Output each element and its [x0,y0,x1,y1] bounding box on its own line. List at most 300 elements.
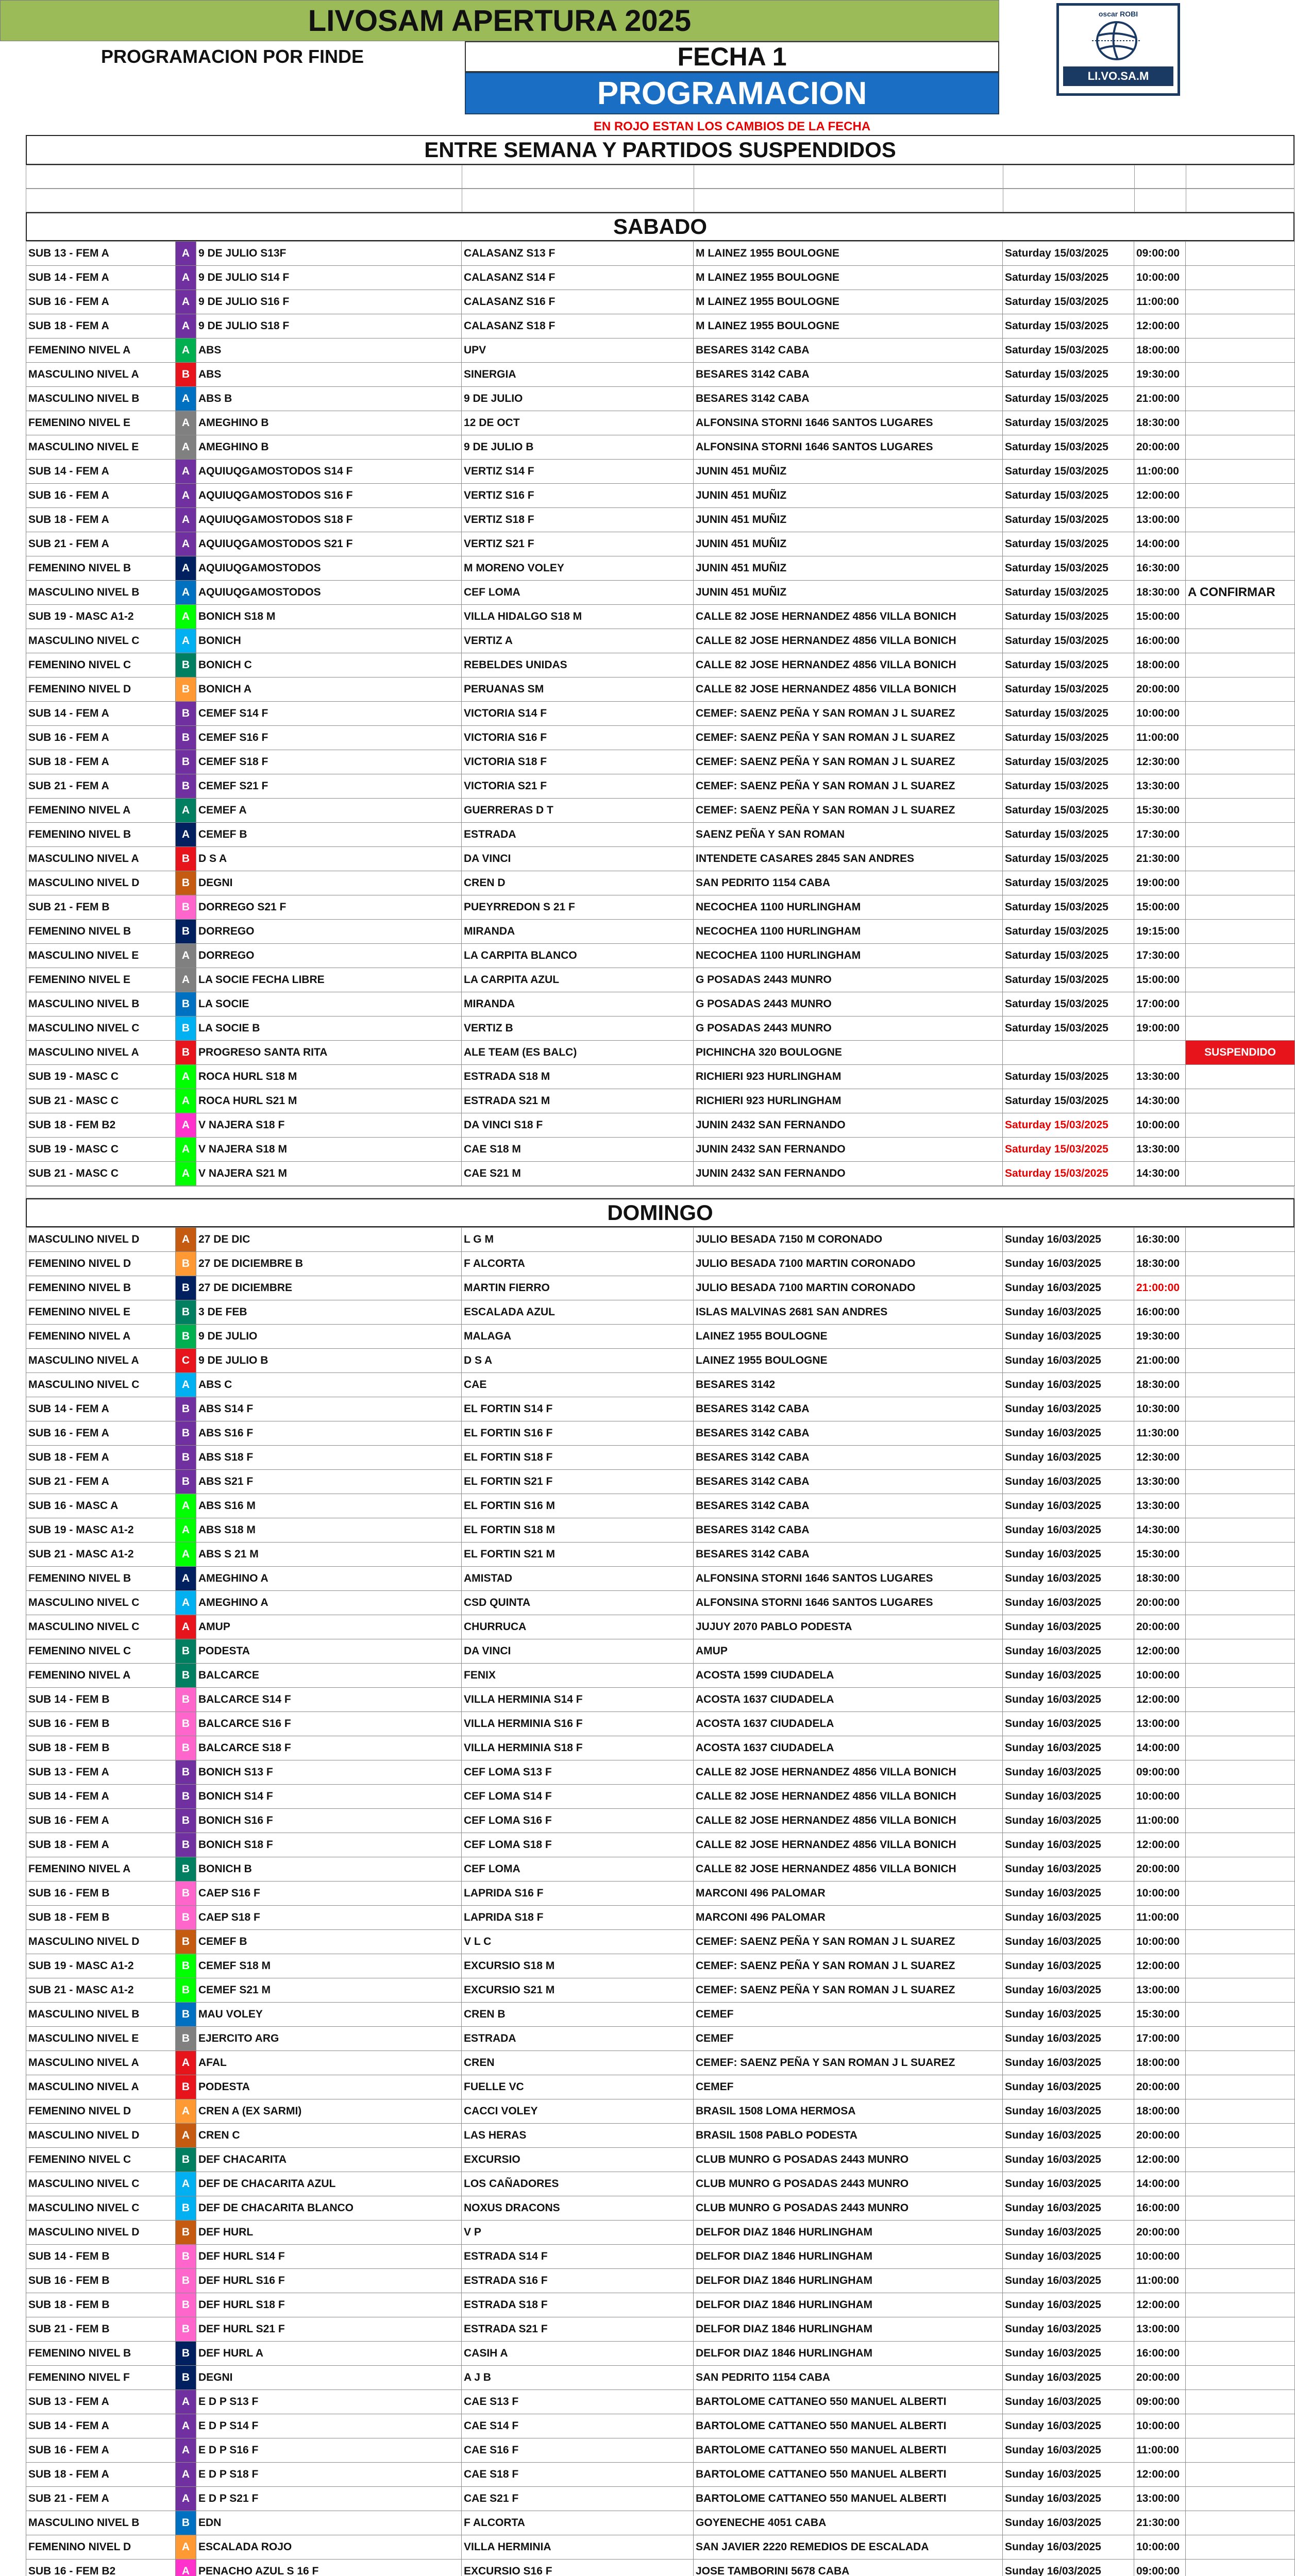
away-team-cell: EL FORTIN S18 F [462,1446,694,1470]
status-cell [1186,774,1295,799]
away-team-cell: ESTRADA [462,2027,694,2051]
status-cell [1186,1857,1295,1882]
date-cell: Sunday 16/03/2025 [1003,2463,1134,2487]
home-team-cell: DORREGO [196,920,462,944]
away-team-cell: A J B [462,2366,694,2390]
away-team-cell: VILLA HIDALGO S18 M [462,605,694,629]
table-row [26,1906,1295,1930]
category-cell: MASCULINO NIVEL A [26,1041,176,1065]
time-cell: 12:30:00 [1134,750,1186,774]
venue-cell: NECOCHEA 1100 HURLINGHAM [694,895,1003,920]
status-cell [1186,1276,1295,1300]
home-team-cell: LA SOCIE FECHA LIBRE [196,968,462,992]
venue-cell: JUNIN 2432 SAN FERNANDO [694,1138,1003,1162]
date-cell: Sunday 16/03/2025 [1003,2245,1134,2269]
home-team-cell: AMEGHINO B [196,411,462,435]
status-cell [1186,605,1295,629]
away-team-cell: VERTIZ S18 F [462,508,694,532]
level-cell: B [176,2342,196,2366]
away-team-cell: VICTORIA S14 F [462,702,694,726]
away-team-cell: MALAGA [462,1325,694,1349]
category-cell: SUB 14 - FEM A [26,1785,176,1809]
table-row [26,2051,1295,2075]
home-team-cell: AQUIUQGAMOSTODOS [196,556,462,581]
date-cell: Sunday 16/03/2025 [1003,1300,1134,1325]
time-cell: 10:00:00 [1134,1785,1186,1809]
logo-text: LI.VO.SA.M [1063,66,1173,86]
level-cell: B [176,750,196,774]
date-cell: Saturday 15/03/2025 [1003,774,1134,799]
time-cell: 12:00:00 [1134,1954,1186,1978]
date-cell: Sunday 16/03/2025 [1003,2342,1134,2366]
venue-cell: CLUB MUNRO G POSADAS 2443 MUNRO [694,2172,1003,2196]
home-team-cell: AMEGHINO A [196,1567,462,1591]
category-cell: SUB 14 - FEM B [26,2245,176,2269]
time-cell: 18:30:00 [1134,1373,1186,1397]
date-cell: Saturday 15/03/2025 [1003,387,1134,411]
level-cell: B [176,895,196,920]
status-cell [1186,1446,1295,1470]
time-cell: 13:30:00 [1134,774,1186,799]
time-cell [1134,1041,1186,1065]
away-team-cell: ESTRADA S21 M [462,1089,694,1113]
status-cell [1186,532,1295,556]
table-row [26,338,1295,363]
date-cell: Sunday 16/03/2025 [1003,1470,1134,1494]
home-team-cell: CREN A (EX SARMI) [196,2099,462,2124]
date-cell: Sunday 16/03/2025 [1003,2269,1134,2293]
time-cell: 12:00:00 [1134,1639,1186,1664]
status-cell [1186,484,1295,508]
level-cell: A [176,484,196,508]
category-cell: MASCULINO NIVEL D [26,2124,176,2148]
status-cell [1186,508,1295,532]
blank-row [26,189,1294,212]
level-cell: A [176,1089,196,1113]
blank-row [26,165,1294,189]
table-row [26,242,1295,266]
status-cell [1186,314,1295,338]
time-cell: 13:30:00 [1134,1494,1186,1518]
level-cell: A [176,1615,196,1639]
home-team-cell: EDN [196,2511,462,2535]
level-cell: A [176,2463,196,2487]
status-cell [1186,726,1295,750]
date-cell: Saturday 15/03/2025 [1003,1138,1134,1162]
level-cell: B [176,2366,196,2390]
time-cell: 21:00:00 [1134,1276,1186,1300]
level-cell: A [176,1494,196,1518]
time-cell: 09:00:00 [1134,2560,1186,2576]
home-team-cell: 9 DE JULIO B [196,1349,462,1373]
status-cell [1186,1736,1295,1760]
home-team-cell: DEF HURL [196,2221,462,2245]
category-cell: MASCULINO NIVEL A [26,847,176,871]
away-team-cell: CEF LOMA [462,1857,694,1882]
level-cell: B [176,1930,196,1954]
away-team-cell: MARTIN FIERRO [462,1276,694,1300]
venue-cell: BRASIL 1508 LOMA HERMOSA [694,2099,1003,2124]
date-cell: Saturday 15/03/2025 [1003,920,1134,944]
status-cell [1186,1228,1295,1252]
level-cell: B [176,1736,196,1760]
home-team-cell: ABS [196,363,462,387]
away-team-cell: CACCI VOLEY [462,2099,694,2124]
away-team-cell: LAPRIDA S18 F [462,1906,694,1930]
date-cell: Sunday 16/03/2025 [1003,1930,1134,1954]
category-cell: SUB 21 - MASC C [26,1089,176,1113]
category-cell: SUB 14 - FEM A [26,2414,176,2438]
time-cell: 14:30:00 [1134,1518,1186,1543]
date-cell: Saturday 15/03/2025 [1003,726,1134,750]
level-cell: B [176,1978,196,2003]
category-cell: SUB 18 - FEM B [26,2293,176,2317]
table-row [26,1089,1295,1113]
venue-cell: BARTOLOME CATTANEO 550 MANUEL ALBERTI [694,2487,1003,2511]
home-team-cell: DEF HURL S14 F [196,2245,462,2269]
category-cell: SUB 14 - FEM A [26,460,176,484]
page-title: LIVOSAM APERTURA 2025 [0,0,999,41]
level-cell: B [176,1688,196,1712]
time-cell: 20:00:00 [1134,435,1186,460]
category-cell: SUB 21 - MASC C [26,1162,176,1186]
status-cell [1186,968,1295,992]
away-team-cell: VERTIZ B [462,1016,694,1041]
changes-note: EN ROJO ESTAN LOS CAMBIOS DE LA FECHA [593,120,871,133]
away-team-cell: VERTIZ S16 F [462,484,694,508]
venue-cell: MARCONI 496 PALOMAR [694,1882,1003,1906]
date-cell: Sunday 16/03/2025 [1003,1906,1134,1930]
sabado-table [26,241,1295,1186]
category-cell: MASCULINO NIVEL B [26,2003,176,2027]
category-cell: FEMENINO NIVEL F [26,2366,176,2390]
date-cell: Saturday 15/03/2025 [1003,968,1134,992]
table-row [26,944,1295,968]
date-cell: Saturday 15/03/2025 [1003,532,1134,556]
table-row [26,895,1295,920]
table-row [26,2487,1295,2511]
level-cell: B [176,1446,196,1470]
level-cell: B [176,1276,196,1300]
table-row [26,653,1295,677]
table-row [26,1736,1295,1760]
date-cell: Saturday 15/03/2025 [1003,581,1134,605]
status-cell [1186,2172,1295,2196]
category-cell: SUB 18 - FEM B2 [26,1113,176,1138]
table-row [26,2511,1295,2535]
category-cell: FEMENINO NIVEL A [26,1664,176,1688]
category-cell: FEMENINO NIVEL E [26,968,176,992]
status-cell [1186,920,1295,944]
category-cell: MASCULINO NIVEL B [26,387,176,411]
table-row [26,2172,1295,2196]
venue-cell: JULIO BESADA 7100 MARTIN CORONADO [694,1252,1003,1276]
venue-cell: JUJUY 2070 PABLO PODESTA [694,1615,1003,1639]
home-team-cell: 9 DE JULIO S13F [196,242,462,266]
table-row [26,2390,1295,2414]
away-team-cell: MIRANDA [462,992,694,1016]
date-cell: Sunday 16/03/2025 [1003,2148,1134,2172]
category-cell: SUB 19 - MASC C [26,1138,176,1162]
level-cell: A [176,1567,196,1591]
table-row [26,2099,1295,2124]
table-row [26,799,1295,823]
level-cell: A [176,387,196,411]
date-cell: Sunday 16/03/2025 [1003,1325,1134,1349]
time-cell: 14:00:00 [1134,2172,1186,2196]
away-team-cell: LOS CAÑADORES [462,2172,694,2196]
venue-cell: CALLE 82 JOSE HERNANDEZ 4856 VILLA BONICH [694,1857,1003,1882]
category-cell: SUB 21 - FEM A [26,774,176,799]
time-cell: 20:00:00 [1134,1591,1186,1615]
venue-cell: RICHIERI 923 HURLINGHAM [694,1089,1003,1113]
level-cell: A [176,2172,196,2196]
venue-cell: CLUB MUNRO G POSADAS 2443 MUNRO [694,2196,1003,2221]
blank-row [26,1186,1294,1198]
venue-cell: G POSADAS 2443 MUNRO [694,992,1003,1016]
table-row [26,823,1295,847]
table-row [26,2317,1295,2342]
status-cell [1186,2027,1295,2051]
away-team-cell: PUEYRREDON S 21 F [462,895,694,920]
status-cell [1186,2124,1295,2148]
away-team-cell: CEF LOMA S16 F [462,1809,694,1833]
away-team-cell: EL FORTIN S18 M [462,1518,694,1543]
status-cell [1186,1518,1295,1543]
date-cell: Saturday 15/03/2025 [1003,1162,1134,1186]
status-cell [1186,2317,1295,2342]
home-team-cell: CEMEF S21 F [196,774,462,799]
venue-cell: ALFONSINA STORNI 1646 SANTOS LUGARES [694,1591,1003,1615]
date-cell: Saturday 15/03/2025 [1003,1016,1134,1041]
table-row [26,556,1295,581]
date-cell: Sunday 16/03/2025 [1003,1809,1134,1833]
time-cell: 20:00:00 [1134,1857,1186,1882]
away-team-cell: 9 DE JULIO [462,387,694,411]
table-row [26,1065,1295,1089]
date-cell: Saturday 15/03/2025 [1003,556,1134,581]
table-row [26,1615,1295,1639]
category-cell: SUB 18 - FEM B [26,1906,176,1930]
table-row [26,1639,1295,1664]
date-cell: Sunday 16/03/2025 [1003,1228,1134,1252]
time-cell: 16:00:00 [1134,2196,1186,2221]
date-cell: Sunday 16/03/2025 [1003,1857,1134,1882]
table-row [26,1276,1295,1300]
category-cell: SUB 19 - MASC A1-2 [26,605,176,629]
time-cell: 11:30:00 [1134,1421,1186,1446]
category-cell: SUB 18 - FEM B [26,1736,176,1760]
level-cell: B [176,1639,196,1664]
status-cell [1186,1421,1295,1446]
category-cell: SUB 18 - FEM A [26,508,176,532]
category-cell: FEMENINO NIVEL A [26,1857,176,1882]
level-cell: A [176,2390,196,2414]
status-cell [1186,1567,1295,1591]
category-cell: SUB 18 - FEM A [26,1446,176,1470]
category-cell: FEMENINO NIVEL C [26,2148,176,2172]
level-cell: B [176,1906,196,1930]
category-cell: SUB 16 - FEM B [26,2269,176,2293]
date-cell: Sunday 16/03/2025 [1003,2366,1134,2390]
status-cell [1186,338,1295,363]
time-cell: 20:00:00 [1134,1615,1186,1639]
away-team-cell: VERTIZ S14 F [462,460,694,484]
status-cell [1186,242,1295,266]
status-cell [1186,823,1295,847]
programacion-banner: PROGRAMACION [465,72,999,114]
home-team-cell: AMEGHINO A [196,1591,462,1615]
table-row [26,702,1295,726]
venue-cell: DELFOR DIAZ 1846 HURLINGHAM [694,2342,1003,2366]
time-cell: 09:00:00 [1134,2390,1186,2414]
away-team-cell: VERTIZ A [462,629,694,653]
time-cell: 19:00:00 [1134,871,1186,895]
home-team-cell: DEF HURL A [196,2342,462,2366]
level-cell: A [176,338,196,363]
time-cell: 16:30:00 [1134,1228,1186,1252]
category-cell: FEMENINO NIVEL B [26,823,176,847]
category-cell: SUB 14 - FEM B [26,1688,176,1712]
time-cell: 15:30:00 [1134,2003,1186,2027]
category-cell: MASCULINO NIVEL C [26,1373,176,1397]
section-entre-semana: ENTRE SEMANA Y PARTIDOS SUSPENDIDOS [26,135,1294,165]
home-team-cell: BONICH A [196,677,462,702]
table-row [26,847,1295,871]
away-team-cell: ESTRADA S14 F [462,2245,694,2269]
date-cell: Saturday 15/03/2025 [1003,799,1134,823]
home-team-cell: DEF DE CHACARITA AZUL [196,2172,462,2196]
status-cell [1186,460,1295,484]
date-cell: Sunday 16/03/2025 [1003,2196,1134,2221]
status-cell [1186,677,1295,702]
date-cell: Saturday 15/03/2025 [1003,338,1134,363]
level-cell: B [176,1712,196,1736]
date-cell [1003,1041,1134,1065]
table-row [26,1470,1295,1494]
date-cell: Sunday 16/03/2025 [1003,1518,1134,1543]
date-cell: Sunday 16/03/2025 [1003,1882,1134,1906]
venue-cell: ACOSTA 1637 CIUDADELA [694,1688,1003,1712]
status-cell [1186,2414,1295,2438]
time-cell: 10:00:00 [1134,2245,1186,2269]
category-cell: MASCULINO NIVEL A [26,363,176,387]
date-cell: Sunday 16/03/2025 [1003,2317,1134,2342]
status-cell [1186,2487,1295,2511]
away-team-cell: EXCURSIO S21 M [462,1978,694,2003]
level-cell: B [176,2196,196,2221]
status-cell [1186,1543,1295,1567]
time-cell: 11:00:00 [1134,726,1186,750]
away-team-cell: CAE S21 M [462,1162,694,1186]
time-cell: 11:00:00 [1134,2269,1186,2293]
away-team-cell: SINERGIA [462,363,694,387]
table-row [26,750,1295,774]
status-cell [1186,1089,1295,1113]
status-cell [1186,2221,1295,2245]
home-team-cell: ESCALADA ROJO [196,2535,462,2560]
table-row [26,2438,1295,2463]
away-team-cell: EXCURSIO S18 M [462,1954,694,1978]
level-cell: B [176,702,196,726]
status-cell: SUSPENDIDO [1186,1041,1295,1065]
table-row [26,2535,1295,2560]
venue-cell: CALLE 82 JOSE HERNANDEZ 4856 VILLA BONICH [694,1760,1003,1785]
time-cell: 13:00:00 [1134,1712,1186,1736]
date-cell: Sunday 16/03/2025 [1003,1446,1134,1470]
status-cell [1186,1300,1295,1325]
time-cell: 10:30:00 [1134,1397,1186,1421]
venue-cell: DELFOR DIAZ 1846 HURLINGHAM [694,2317,1003,2342]
status-cell [1186,1688,1295,1712]
home-team-cell: EJERCITO ARG [196,2027,462,2051]
date-cell: Sunday 16/03/2025 [1003,1712,1134,1736]
status-cell [1186,2390,1295,2414]
date-cell: Saturday 15/03/2025 [1003,677,1134,702]
venue-cell: M LAINEZ 1955 BOULOGNE [694,290,1003,314]
home-team-cell: BONICH S13 F [196,1760,462,1785]
time-cell: 19:15:00 [1134,920,1186,944]
category-cell: SUB 18 - FEM A [26,1833,176,1857]
home-team-cell: BALCARCE S16 F [196,1712,462,1736]
table-row [26,2414,1295,2438]
venue-cell: NECOCHEA 1100 HURLINGHAM [694,944,1003,968]
category-cell: MASCULINO NIVEL B [26,992,176,1016]
away-team-cell: VILLA HERMINIA [462,2535,694,2560]
time-cell: 11:00:00 [1134,290,1186,314]
date-cell: Saturday 15/03/2025 [1003,242,1134,266]
level-cell: A [176,314,196,338]
table-row [26,1228,1295,1252]
home-team-cell: BONICH S16 F [196,1809,462,1833]
venue-cell: JUNIN 451 MUÑIZ [694,532,1003,556]
venue-cell: CALLE 82 JOSE HERNANDEZ 4856 VILLA BONICH [694,629,1003,653]
time-cell: 12:00:00 [1134,2293,1186,2317]
venue-cell: BESARES 3142 CABA [694,387,1003,411]
date-cell: Saturday 15/03/2025 [1003,484,1134,508]
status-cell [1186,2099,1295,2124]
home-team-cell: BONICH S14 F [196,1785,462,1809]
category-cell: SUB 14 - FEM A [26,1397,176,1421]
level-cell: A [176,629,196,653]
venue-cell: SAN PEDRITO 1154 CABA [694,871,1003,895]
venue-cell: M LAINEZ 1955 BOULOGNE [694,242,1003,266]
date-cell: Sunday 16/03/2025 [1003,1688,1134,1712]
status-cell [1186,1712,1295,1736]
level-cell: B [176,1300,196,1325]
table-row [26,1954,1295,1978]
level-cell: B [176,2317,196,2342]
level-cell: A [176,1113,196,1138]
level-cell: B [176,1041,196,1065]
home-team-cell: 9 DE JULIO [196,1325,462,1349]
away-team-cell: F ALCORTA [462,1252,694,1276]
venue-cell: CEMEF: SAENZ PEÑA Y SAN ROMAN J L SUAREZ [694,750,1003,774]
date-cell: Saturday 15/03/2025 [1003,290,1134,314]
venue-cell: CLUB MUNRO G POSADAS 2443 MUNRO [694,2148,1003,2172]
venue-cell: NECOCHEA 1100 HURLINGHAM [694,920,1003,944]
time-cell: 18:30:00 [1134,1252,1186,1276]
table-row [26,677,1295,702]
category-cell: SUB 18 - FEM A [26,2463,176,2487]
time-cell: 19:00:00 [1134,1016,1186,1041]
away-team-cell: CALASANZ S16 F [462,290,694,314]
status-cell [1186,895,1295,920]
away-team-cell: VILLA HERMINIA S14 F [462,1688,694,1712]
level-cell: A [176,266,196,290]
status-cell [1186,2463,1295,2487]
category-cell: FEMENINO NIVEL A [26,1325,176,1349]
